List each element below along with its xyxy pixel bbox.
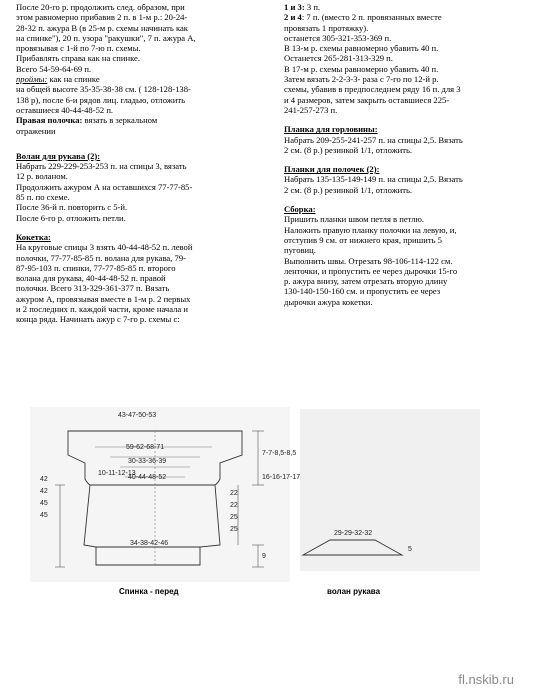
neck-band-line: 2 см. (8 р.) резинкой 1/1, отложить. bbox=[284, 144, 413, 155]
right-column bbox=[284, 2, 522, 307]
left-column bbox=[16, 2, 268, 325]
dim-yoke-width: 59-62-68-71 bbox=[126, 444, 165, 451]
armhole-line: 138 р), после 6-и рядов лиц. гладью, отложить bbox=[16, 94, 185, 105]
dim-right-1: 22 bbox=[230, 490, 238, 497]
dim-left-1: 42 bbox=[40, 476, 48, 483]
sleeve-flounce-line: 12 р. воланом. bbox=[16, 171, 68, 182]
rows-line: провязать 1 протяжку). bbox=[284, 22, 369, 33]
assembly-title: Сборка: bbox=[284, 204, 316, 215]
diagram-panel-left bbox=[30, 407, 290, 582]
dim-flounce-height: 5 bbox=[408, 546, 412, 553]
dim-front-width: 10-11-12-13 bbox=[98, 470, 136, 477]
dim-right-2: 22 bbox=[230, 502, 238, 509]
neck-band-title: Планка для горловины: bbox=[284, 124, 378, 135]
dim-neck-width: 30-33-36-39 bbox=[128, 458, 167, 465]
right-front-line: отражении bbox=[16, 125, 56, 136]
rows-line: останется 305-321-353-369 п. bbox=[284, 32, 392, 43]
yoke-line: 87-95-103 п. спинки, 77-77-85-85 п. второго bbox=[16, 262, 176, 273]
intro-line: Всего 54-59-64-69 п. bbox=[16, 63, 92, 74]
dim-bottom-width: 34-38-42-46 bbox=[130, 540, 169, 547]
intro-line: 28-32 п. ажура В (в 25-м р. схемы начинать как bbox=[16, 22, 188, 33]
yoke-line: На круговые спицы 3 взять 40-44-48-52 п. левой bbox=[16, 242, 193, 253]
rows-line: схемы, убавив в предпоследнем ряду 16 п. для 3 bbox=[284, 84, 461, 95]
dim-back-width: 40-44-48-52 bbox=[128, 474, 167, 481]
yoke-line: конца ряда. Начинать ажур с 7-го р. схемы с: bbox=[16, 314, 180, 325]
dim-yoke-height: 7-7-8,5-8,5 bbox=[262, 450, 297, 457]
schematic-diagram bbox=[0, 395, 536, 605]
rows-line: В 13-м р. схемы равномерно убавить 40 п. bbox=[284, 43, 439, 54]
rows-line: В 17-м р. схемы равномерно убавить 40 п. bbox=[284, 63, 439, 74]
intro-line: этом равномерно прибавив 2 п. в 1-м р.: 20-24- bbox=[16, 12, 188, 23]
front-bands-title: Планки для полочек (2): bbox=[284, 164, 380, 175]
rows-1-3-rest: 3 п. bbox=[304, 2, 321, 12]
sleeve-flounce-line: Набрать 229-229-253-253 п. на спицы 3, вязать bbox=[16, 161, 187, 172]
right-front-title: Правая полочка: bbox=[16, 115, 83, 126]
yoke-title: Кокетка: bbox=[16, 231, 51, 242]
sleeve-flounce-line: После 6-го р. отложить петли. bbox=[16, 212, 126, 223]
intro-line: Прибавлять справа как на спинке. bbox=[16, 53, 141, 64]
rows-2-4-rest: : 7 п. (вместо 2 п. провязанных вместе bbox=[301, 12, 442, 23]
sleeve-flounce-line: 85 п. по схеме. bbox=[16, 192, 70, 203]
yoke-line: полочки. Всего 313-329-361-377 п. Вязать bbox=[16, 283, 170, 294]
assembly-line: Выполнить швы. Отрезать 98-106-114-122 см. bbox=[284, 255, 453, 266]
rows-line: 241-257-273 п. bbox=[284, 104, 338, 115]
intro-line: провязывая с 1-й по 7-ю п. схемы. bbox=[16, 43, 141, 54]
dim-flounce-width: 29-29-32-32 bbox=[334, 530, 373, 537]
front-bands-line: 2 см. (8 р.) резинкой 1/1, отложить. bbox=[284, 184, 413, 195]
rows-1-3 bbox=[284, 2, 522, 12]
rows-line: и 4 размеров, затем закрыть оставшиеся 225- bbox=[284, 94, 450, 105]
right-front-rest: вязать в зеркальном bbox=[82, 115, 158, 126]
dim-top-width: 43-47-50-53 bbox=[118, 412, 157, 419]
diagram-panel-right bbox=[300, 409, 480, 571]
intro-line: После 20-го р. продолжить след. образом, при bbox=[16, 2, 185, 12]
armhole-label: проймы: bbox=[16, 74, 48, 85]
rows-2-4-label: 2 и 4 bbox=[284, 12, 302, 23]
assembly-line: дырочки ажура кокетки. bbox=[284, 296, 373, 307]
dim-peplum-height: 9 bbox=[262, 553, 266, 560]
assembly-line: отступив 9 см. от нижнего края, пришить 5 bbox=[284, 234, 442, 245]
sleeve-flounce-title: Волан для рукава (2): bbox=[16, 150, 101, 161]
intro-line: на спинке"), 20 п. узора "ракушки", 7 п. ажура А, bbox=[16, 32, 196, 43]
dim-right-3: 25 bbox=[230, 514, 238, 521]
assembly-line: Пришить планки швом петля в петлю. bbox=[284, 214, 425, 225]
caption-flounce: волан рукава bbox=[327, 587, 381, 596]
yoke-line: ажуром А, провязывая вместе в 1-м р. 2 первых bbox=[16, 293, 191, 304]
rows-line: Затем вязать 2-2-3-3- раза с 7-го по 12-й р. bbox=[284, 74, 439, 85]
assembly-line: ленточки, и пропустить ее через дырочки 15-го bbox=[284, 265, 458, 276]
sleeve-flounce-line: После 36-й п. повторить с 5-й. bbox=[16, 202, 128, 213]
rows-2-4 bbox=[284, 12, 522, 22]
assembly-line: 130-140-150-160 см. и пропустить ее через bbox=[284, 286, 441, 297]
caption-body: Спинка - перед bbox=[119, 587, 179, 596]
armhole-line: на общей высоте 35-35-38-38 см. ( 128-128-138- bbox=[16, 84, 191, 95]
dim-left-3: 45 bbox=[40, 500, 48, 507]
yoke-line: и 2 последних п. каждой части, кроме начала и bbox=[16, 304, 188, 315]
yoke-line: полочки, 77-77-85-85 п. волана для рукава, 79- bbox=[16, 252, 187, 263]
dim-left-4: 45 bbox=[40, 512, 48, 519]
armhole-heading bbox=[16, 74, 268, 84]
rows-line: Останется 265-281-313-329 п. bbox=[284, 53, 393, 64]
dim-armhole-depth: 16-16-17-17 bbox=[262, 474, 301, 481]
assembly-line: р. ажура внизу, затем отрезать вторую длину bbox=[284, 276, 448, 287]
neck-band-line: Набрать 209-255-241-257 п. на спицы 2,5. Вязать bbox=[284, 134, 463, 145]
dim-right-4: 25 bbox=[230, 526, 238, 533]
right-front-heading bbox=[16, 115, 268, 125]
armhole-line: оставшиеся 40-44-48-52 п. bbox=[16, 104, 114, 115]
rows-1-3-label: 1 и 3: bbox=[284, 2, 305, 12]
armhole-rest: как на спинке bbox=[47, 74, 100, 85]
assembly-line: Наложить правую планку полочки на левую, и, bbox=[284, 224, 457, 235]
yoke-line: волана для рукава, 40-44-48-52 п. правой bbox=[16, 273, 166, 284]
assembly-line: пуговиц. bbox=[284, 245, 316, 256]
front-bands-line: Набрать 135-135-149-149 п. на спицы 2,5. Вязать bbox=[284, 174, 463, 185]
watermark: fl.nskib.ru bbox=[458, 672, 514, 687]
dim-left-2: 42 bbox=[40, 488, 48, 495]
sleeve-flounce-line: Продолжить ажуром А на оставшихся 77-77-85- bbox=[16, 181, 193, 192]
